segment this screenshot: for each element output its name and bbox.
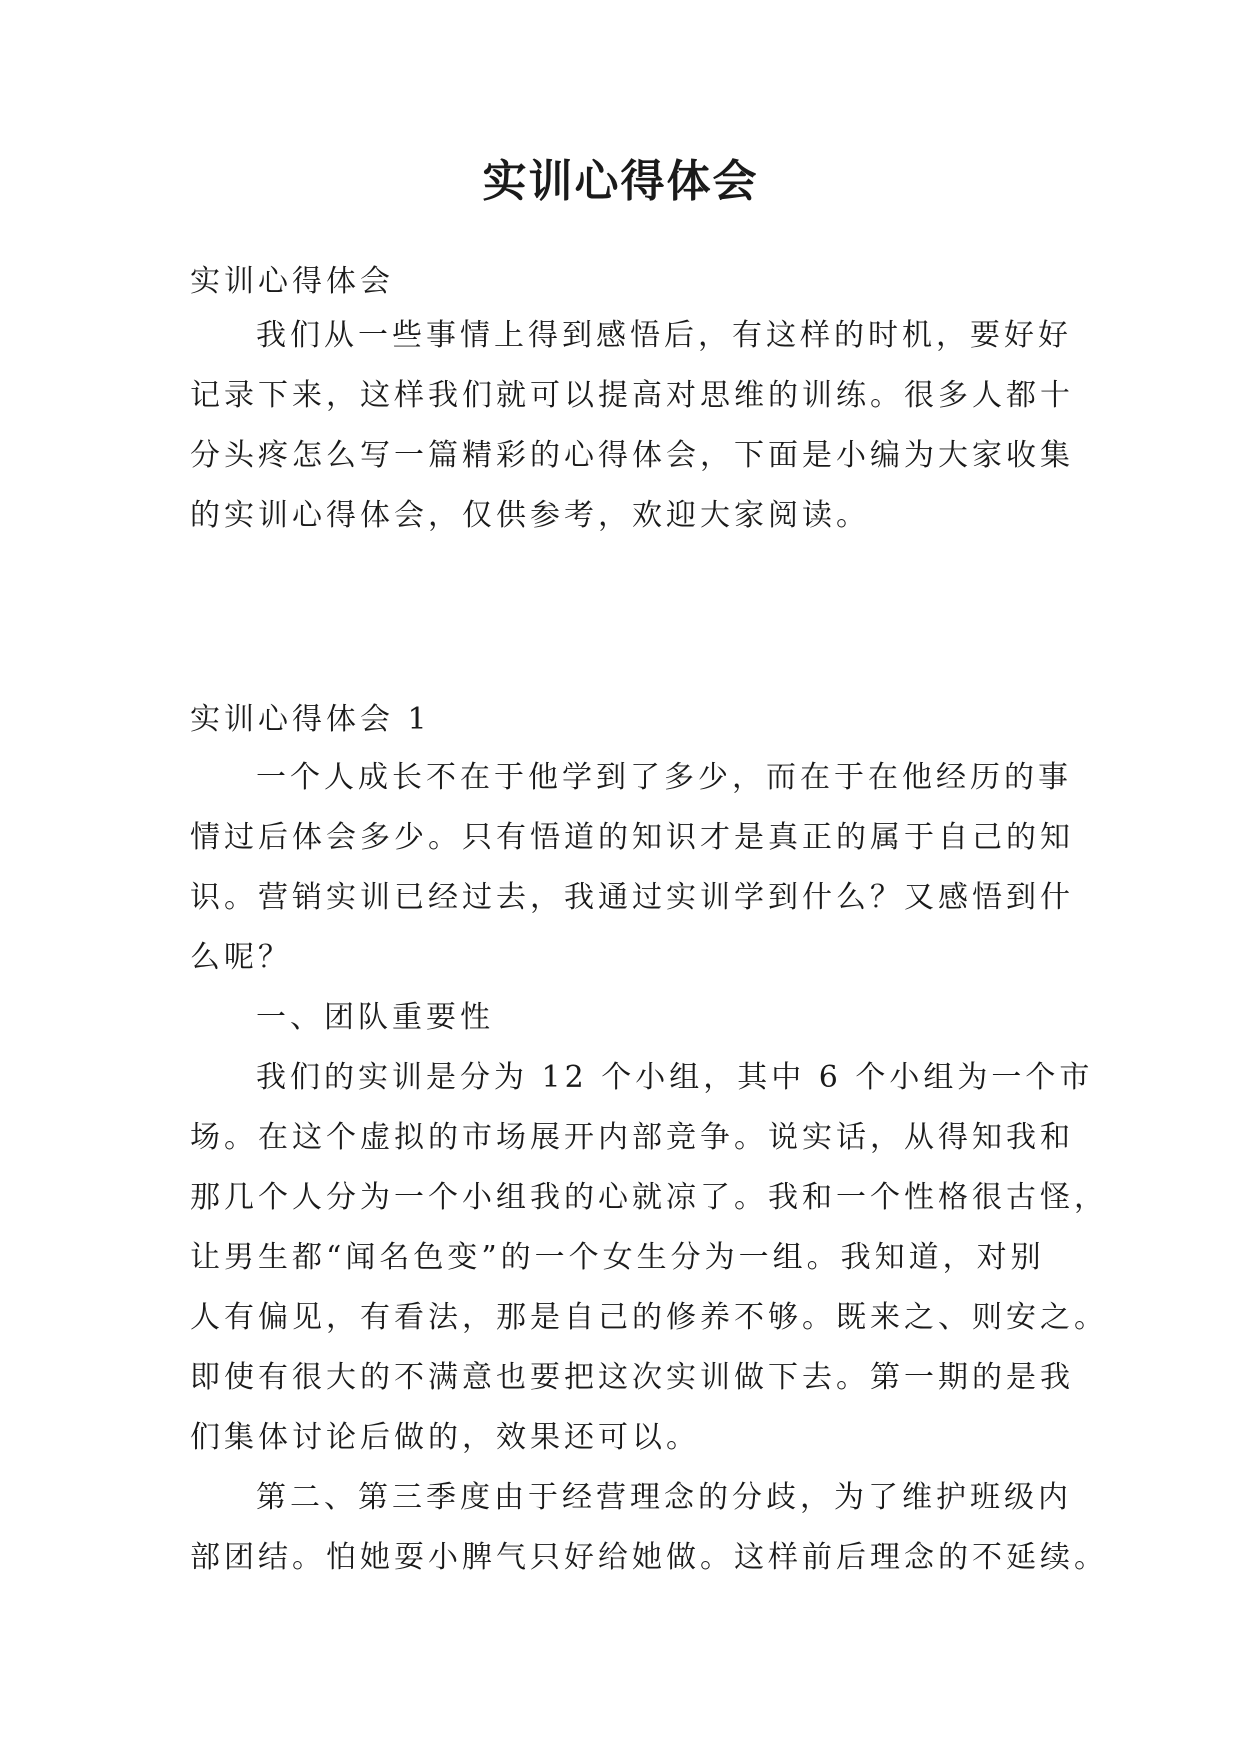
s1p2-line-2: 场。在这个虚拟的市场展开内部竞争。说实话，从得知我和 <box>190 1120 1074 1155</box>
s1p2-line-7: 们集体讨论后做的，效果还可以。 <box>190 1420 700 1455</box>
section1-subheading: 一、团队重要性 <box>256 1000 494 1035</box>
intro-line-3: 分头疼怎么写一篇精彩的心得体会，下面是小编为大家收集 <box>190 438 1074 473</box>
s1p1-line-3: 识。营销实训已经过去，我通过实训学到什么？又感悟到什 <box>190 880 1074 915</box>
s1p2-line-5: 人有偏见，有看法，那是自己的修养不够。既来之、则安之。 <box>190 1300 1108 1335</box>
section1-paragraph-1 <box>190 748 1074 988</box>
document-title: 实训心得体会 <box>482 156 759 207</box>
s1p1-line-4: 么呢？ <box>190 940 292 975</box>
intro-subtitle: 实训心得体会 <box>190 264 394 299</box>
s1p3-line-1: 第二、第三季度由于经营理念的分歧，为了维护班级内 <box>256 1480 1072 1515</box>
s1p2-line-6: 即使有很大的不满意也要把这次实训做下去。第一期的是我 <box>190 1360 1074 1395</box>
s1p2-line-1: 我们的实训是分为 12 个小组，其中 6 个小组为一个市 <box>256 1060 1094 1095</box>
s1p1-line-1: 一个人成长不在于他学到了多少，而在于在他经历的事 <box>256 760 1072 795</box>
intro-line-2: 记录下来，这样我们就可以提高对思维的训练。很多人都十 <box>190 378 1074 413</box>
s1p3-line-2: 部团结。怕她耍小脾气只好给她做。这样前后理念的不延续。 <box>190 1540 1108 1575</box>
section1-heading: 实训心得体会 1 <box>190 702 431 737</box>
s1p2-line-4: 让男生都“闻名色变”的一个女生分为一组。我知道，对别 <box>190 1240 1045 1275</box>
intro-line-4: 的实训心得体会，仅供参考，欢迎大家阅读。 <box>190 498 870 533</box>
section1-paragraph-2 <box>190 1048 1108 1468</box>
section1-subheading-wrap <box>190 988 1055 1048</box>
intro-line-1: 我们从一些事情上得到感悟后，有这样的时机，要好好 <box>256 318 1072 353</box>
section1-paragraph-3 <box>190 1468 1108 1588</box>
intro-paragraph <box>190 306 1074 546</box>
s1p1-line-2: 情过后体会多少。只有悟道的知识才是真正的属于自己的知 <box>190 820 1074 855</box>
s1p2-line-3: 那几个人分为一个小组我的心就凉了。我和一个性格很古怪， <box>190 1180 1108 1215</box>
